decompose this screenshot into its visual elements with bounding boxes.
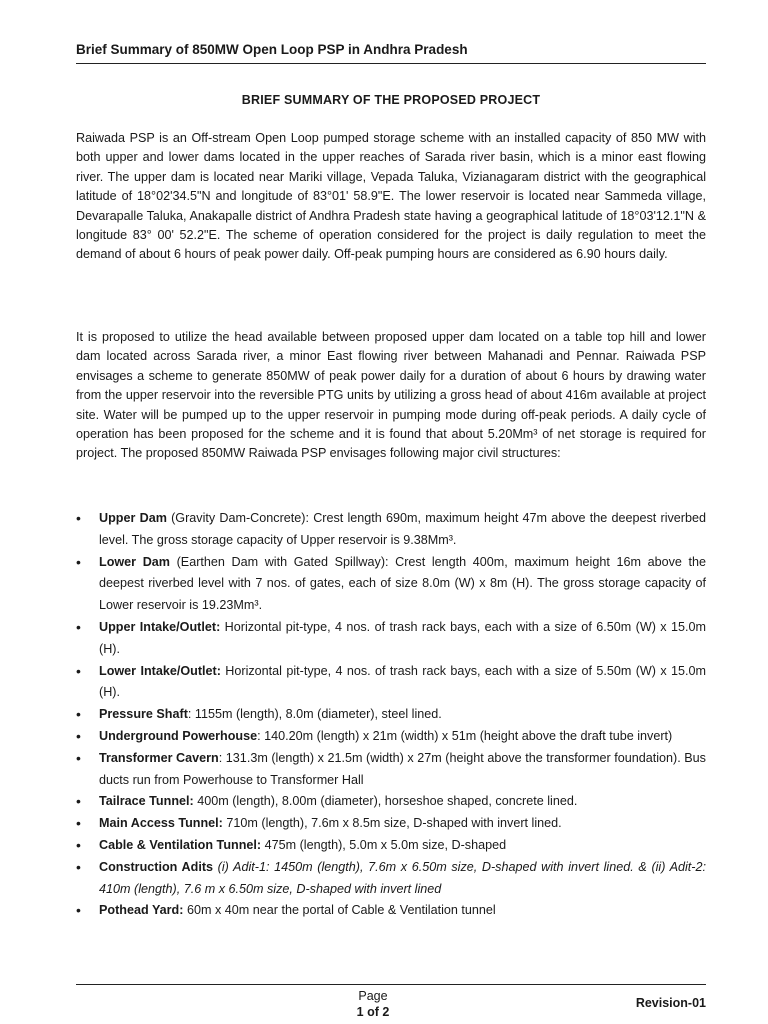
list-item-lower-dam bbox=[76, 552, 706, 617]
item-description: 400m (length), 8.00m (diameter), horseshoe shaped, concrete lined. bbox=[193, 794, 578, 809]
list-item-pressure-shaft bbox=[76, 704, 706, 726]
footer-divider bbox=[76, 984, 706, 985]
item-description: : 140.20m (length) x 21m (width) x 51m (height above the draft tube invert) bbox=[257, 728, 673, 743]
item-description: 710m (length), 7.6m x 8.5m size, D-shaped with invert lined. bbox=[222, 816, 562, 831]
bullet-icon: • bbox=[76, 815, 81, 832]
section-title: BRIEF SUMMARY OF THE PROPOSED PROJECT bbox=[241, 93, 541, 107]
item-label: Tailrace Tunnel: bbox=[99, 794, 194, 809]
civil-structures-list bbox=[76, 508, 706, 922]
item-label: Pothead Yard: bbox=[99, 903, 184, 918]
bullet-icon: • bbox=[76, 727, 81, 744]
page-number: 1 of 2 bbox=[356, 1005, 390, 1019]
list-item-lower-intake bbox=[76, 661, 706, 705]
list-item-construction-adits bbox=[76, 857, 706, 901]
list-item-transformer-cavern bbox=[76, 748, 706, 792]
item-label: Lower Intake/Outlet: bbox=[99, 663, 221, 678]
item-description: : 1155m (length), 8.0m (diameter), steel lined. bbox=[187, 707, 442, 722]
list-item-upper-dam bbox=[76, 508, 706, 552]
item-description: (i) Adit-1: 1450m (length), 7.6m x 6.50m size, D-shaped with invert lined. & (ii) Adit-2: 410m (length), 7.6 m x 6.50m size, D-shaped with invert lined bbox=[99, 859, 707, 896]
page-label: Page bbox=[358, 989, 388, 1003]
item-label: Transformer Cavern bbox=[99, 750, 219, 765]
paragraph-overview: Raiwada PSP is an Off-stream Open Loop pumped storage scheme with an installed capacity of 850 MW with both upper and lower dams located in the upper reaches of Sarada river basin, which is a minor east flowing river. The upper dam is located near Mariki village, Vepada Taluka, Vizianagaram district with the geographical latitude of 18°02'34.5"N and longitude of 83°01' 58.9"E. The lower reservoir is located near Sammeda village, Devarapalle Taluka, Anakapalle district of Andhra Pradesh state having a geographical latitude of 18°03'12.1"N & longitude 83° 00' 52.2"E. The scheme of operation considered for the project is daily regulation to meet the demand of about 6 hours of peak power daily. Off-peak pumping hours are considered as 6.90 hours daily. bbox=[76, 131, 706, 262]
list-item-main-access-tunnel bbox=[76, 813, 706, 835]
item-label: Main Access Tunnel: bbox=[99, 816, 223, 831]
item-description: Horizontal pit-type, 4 nos. of trash rack bays, each with a size of 6.50m (W) x 15.0m (H). bbox=[99, 619, 707, 656]
bullet-icon: • bbox=[76, 902, 81, 919]
item-description: (Earthen Dam with Gated Spillway): Crest length 400m, maximum height 16m above the deepest riverbed level with 7 nos. of gates, each of size 8.0m (W) x 8m (H). The gross storage capacity of Lower reservoir is 19.23Mm³. bbox=[99, 554, 706, 613]
item-label: Upper Dam bbox=[99, 511, 167, 525]
page-indicator bbox=[330, 988, 416, 1020]
bullet-icon: • bbox=[76, 706, 81, 723]
item-label: Lower Dam bbox=[99, 554, 170, 569]
list-item-pothead-yard bbox=[76, 900, 706, 922]
item-label: Upper Intake/Outlet: bbox=[99, 619, 221, 634]
bullet-icon: • bbox=[76, 836, 81, 853]
item-description: : 131.3m (length) x 21.5m (width) x 27m (height above the transformer foundation). Bus ducts run from Powerhouse to Transformer Hall bbox=[99, 750, 706, 787]
item-description: 475m (length), 5.0m x 5.0m size, D-shaped bbox=[261, 837, 507, 852]
item-label: Cable & Ventilation Tunnel: bbox=[99, 837, 262, 852]
list-item-cable-ventilation-tunnel bbox=[76, 835, 706, 857]
bullet-icon: • bbox=[76, 662, 81, 679]
item-description: (Gravity Dam-Concrete): Crest length 690m, maximum height 47m above the deepest riverbed level. The gross storage capacity of Upper reservoir is 9.38Mm³. bbox=[99, 511, 706, 547]
revision-label: Revision-01 bbox=[635, 996, 706, 1010]
document-header: Brief Summary of 850MW Open Loop PSP in Andhra Pradesh bbox=[76, 42, 706, 64]
bullet-icon: • bbox=[76, 553, 81, 570]
list-item-tailrace-tunnel bbox=[76, 791, 706, 813]
item-label: Underground Powerhouse bbox=[99, 728, 258, 743]
list-item-upper-intake bbox=[76, 617, 706, 661]
item-description: Horizontal pit-type, 4 nos. of trash rack bays, each with a size of 5.50m (W) x 15.0m (H). bbox=[99, 663, 706, 700]
bullet-icon: • bbox=[76, 749, 81, 766]
bullet-icon: • bbox=[76, 618, 81, 635]
bullet-icon: • bbox=[76, 793, 81, 810]
bullet-icon: • bbox=[76, 858, 81, 875]
item-description: 60m x 40m near the portal of Cable & Ventilation tunnel bbox=[183, 903, 496, 918]
paragraph-scheme: It is proposed to utilize the head available between proposed upper dam located on a table top hill and lower dam located across Sarada river, a minor East flowing river between Mahanadi and Pennar. Raiwada PSP envisages a scheme to generate 850MW of peak power daily for a duration of about 6 hours by drawing water from the upper reservoir into the reversible PTG units by utilizing a gross head of about 416m available at project site. Water will be pumped up to the upper reservoir in pumping mode during off-peak periods. A daily cycle of operation has been proposed for the scheme and it is found that about 5.20Mm³ of net storage is required for project. The proposed 850MW Raiwada PSP envisages following major civil structures: bbox=[76, 330, 706, 461]
list-item-powerhouse bbox=[76, 726, 706, 748]
item-label: Pressure Shaft bbox=[99, 707, 188, 722]
bullet-icon: • bbox=[76, 510, 81, 526]
item-label: Construction Adits bbox=[99, 859, 214, 874]
